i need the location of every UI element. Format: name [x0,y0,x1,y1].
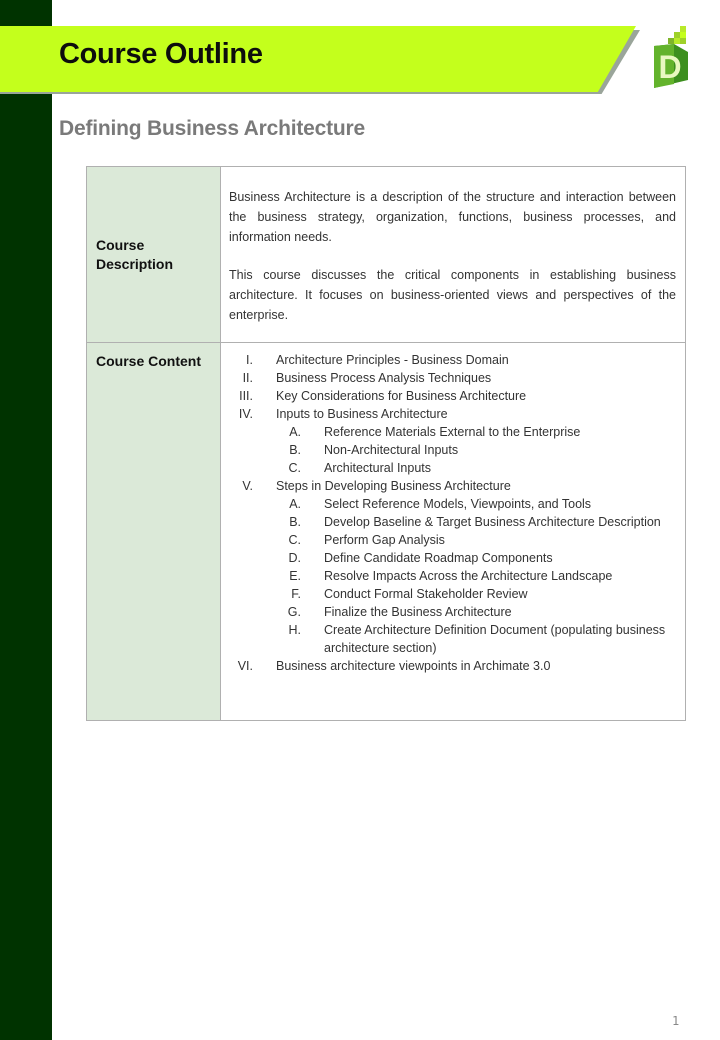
list-text: Steps in Developing Business Architecture [276,479,511,493]
list-subitem [229,549,676,567]
list-subitem [229,459,676,477]
course-content-list [229,351,676,675]
list-number: I. [246,353,253,367]
content-label-cell [87,343,221,721]
list-number: II. [242,371,253,385]
list-text: Business Process Analysis Techniques [276,371,492,385]
list-item [229,405,676,423]
company-logo-icon [650,22,694,92]
content-cell [221,343,686,721]
list-text: Finalize the Business Architecture [324,605,512,619]
list-letter: B. [289,443,301,457]
list-text: Non-Architectural Inputs [324,443,459,457]
list-subitem [229,513,676,531]
list-text: Architecture Principles - Business Domain [276,353,509,367]
list-subitem [229,621,676,657]
list-letter: D. [288,551,301,565]
list-number: III. [239,389,253,403]
list-number: IV. [238,407,253,421]
content-label: Course Content [96,353,201,369]
description-row [87,167,686,343]
list-text: Perform Gap Analysis [324,533,445,547]
list-item [229,657,676,675]
list-text: Key Considerations for Business Architecture [276,389,527,403]
list-subitem [229,441,676,459]
logo-letter: D [658,49,682,85]
left-sidebar-bar [0,0,52,1040]
page-number: 1 [672,1014,680,1028]
list-letter: H. [288,623,301,637]
list-subitem [229,567,676,585]
course-outline-table [86,166,686,721]
content-row [87,343,686,721]
section-title: Defining Business Architecture [59,117,365,140]
description-paragraph: This course discusses the critical components in establishing business architecture. It focuses on business-oriented views and perspectives of the enterprise. [229,268,676,322]
list-item [229,351,676,369]
list-letter: E. [289,569,301,583]
list-subitem [229,495,676,513]
list-number: V. [242,479,253,493]
list-text: Develop Baseline & Target Business Architecture Description [324,515,661,529]
list-letter: C. [288,533,301,547]
list-letter: C. [288,461,301,475]
description-label: Course Description [87,167,221,343]
list-text: Architectural Inputs [324,461,431,475]
description-paragraph: Business Architecture is a description of the structure and interaction between the business strategy, organization, functions, business processes, and information needs. [229,190,676,244]
list-item [229,387,676,405]
list-text: Reference Materials External to the Enterprise [324,425,581,439]
list-subitem [229,603,676,621]
list-number: VI. [237,659,253,673]
list-letter: A. [289,497,301,511]
page-title: Course Outline [59,38,263,70]
list-text: Conduct Formal Stakeholder Review [324,587,528,601]
list-letter: A. [289,425,301,439]
description-cell [221,167,686,343]
list-letter: F. [291,587,301,601]
list-text: Resolve Impacts Across the Architecture Landscape [324,569,613,583]
list-text: Select Reference Models, Viewpoints, and Tools [324,497,592,511]
list-text: Inputs to Business Architecture [276,407,448,421]
list-text: Define Candidate Roadmap Components [324,551,553,565]
list-subitem [229,423,676,441]
list-text: Create Architecture Definition Document (populating business architecture section) [324,623,666,655]
list-item [229,477,676,495]
list-text: Business architecture viewpoints in Archimate 3.0 [276,659,551,673]
list-letter: B. [289,515,301,529]
list-subitem [229,531,676,549]
list-item [229,369,676,387]
list-letter: G. [287,605,301,619]
list-subitem [229,585,676,603]
